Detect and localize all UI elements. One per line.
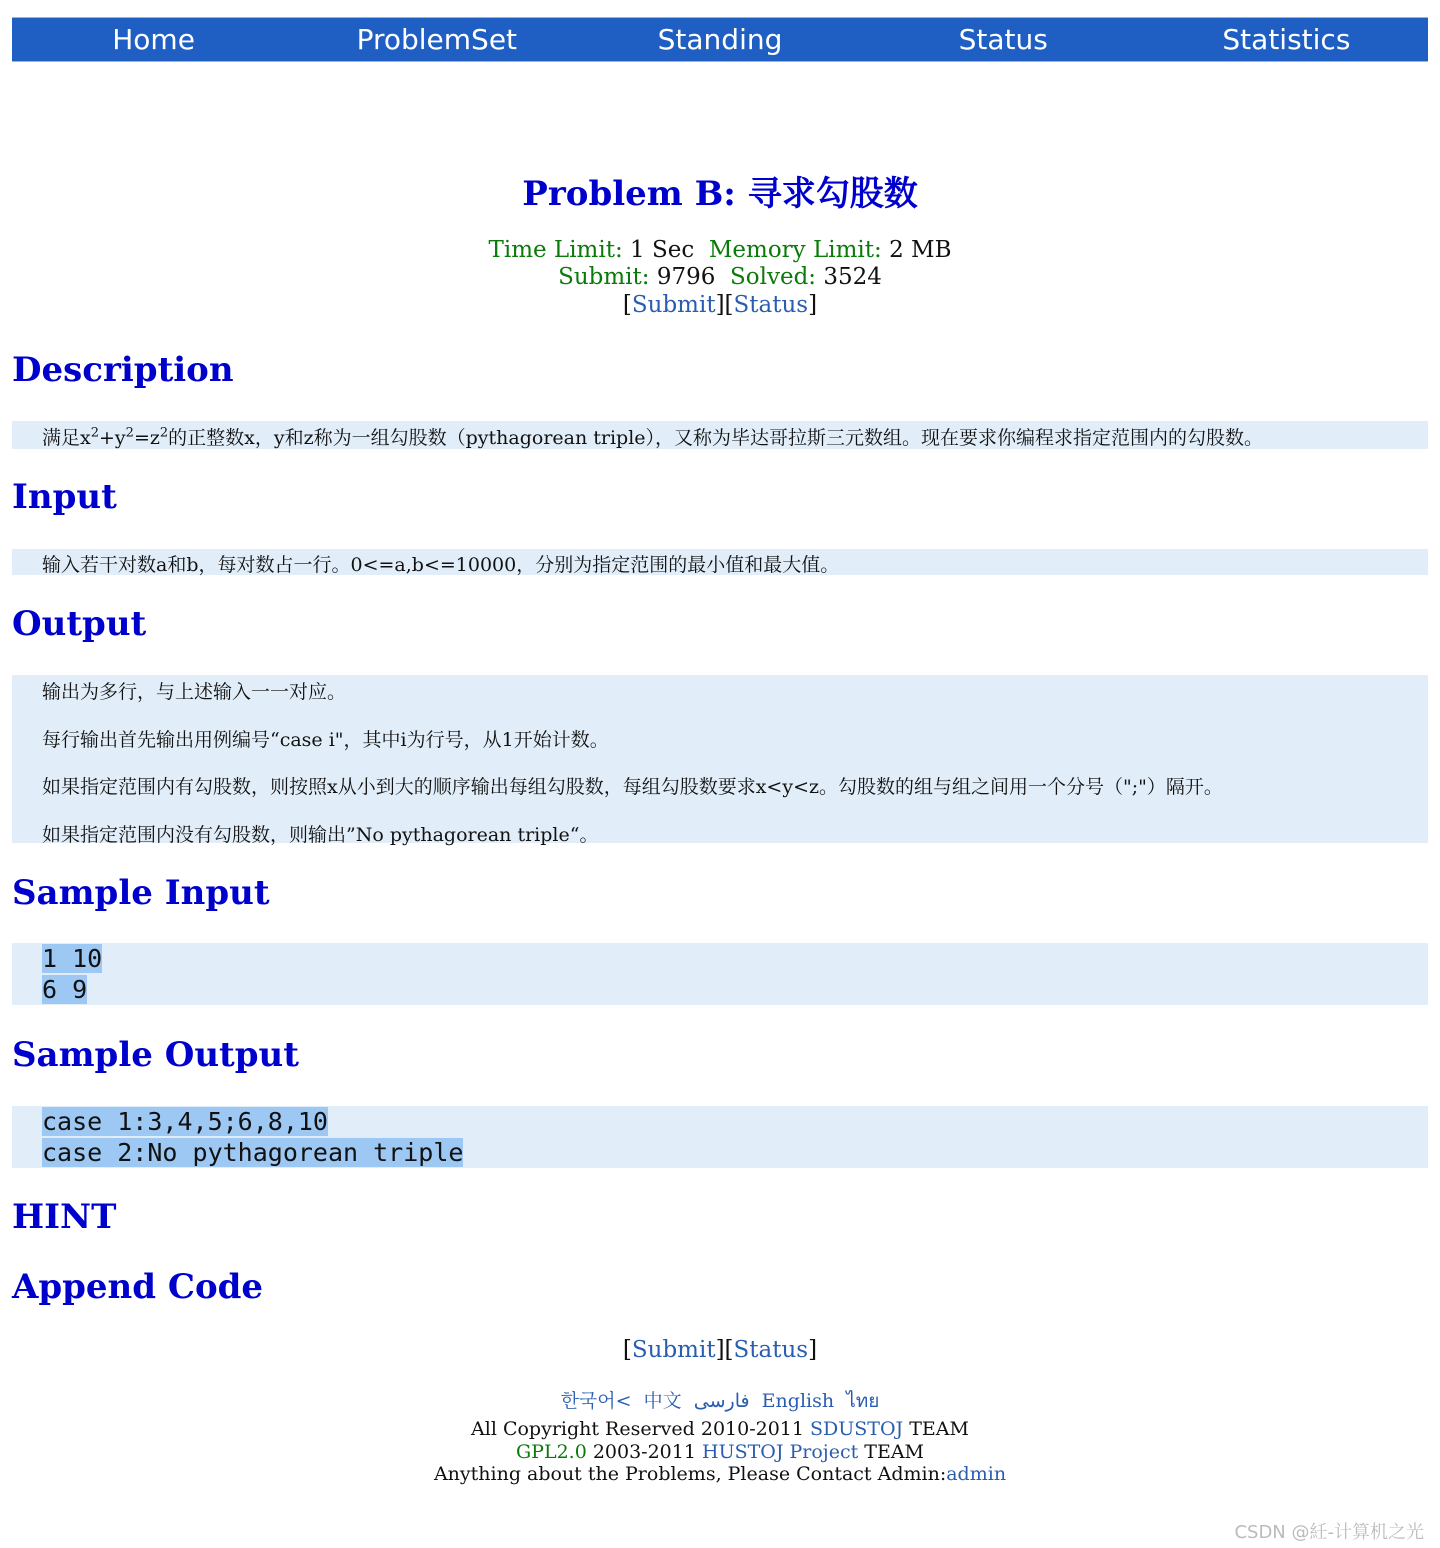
lang-farsi[interactable]: فارسی xyxy=(693,1390,750,1412)
time-limit: 1 Sec xyxy=(630,237,695,263)
sdustoj-link[interactable]: SDUSTOJ xyxy=(810,1418,904,1440)
submit-label: Submit: xyxy=(558,264,650,290)
nav-standing[interactable]: Standing xyxy=(657,23,783,56)
limits-line xyxy=(0,237,1440,263)
input-text: 输入若干对数a和b，每对数占一行。0<=a,b<=10000，分别为指定范围的最小值和最大值。 xyxy=(42,554,840,576)
append-code-heading: Append Code xyxy=(12,1267,264,1307)
solved-count: 3524 xyxy=(823,264,882,290)
time-limit-label: Time Limit: xyxy=(488,237,623,263)
submit-link[interactable]: Submit xyxy=(631,292,716,318)
contact-line: Anything about the Problems, Please Contact Admin:admin xyxy=(433,1463,1007,1485)
output-line: 如果指定范围内没有勾股数，则输出”No pythagorean triple“。 xyxy=(42,824,599,846)
description-box xyxy=(12,421,1428,449)
nav-home[interactable]: Home xyxy=(112,23,195,56)
nav-statistics[interactable]: Statistics xyxy=(1222,23,1351,56)
nav-problemset[interactable]: ProblemSet xyxy=(356,23,518,56)
output-box xyxy=(12,675,1428,846)
nav-status[interactable]: Status xyxy=(958,23,1048,56)
gpl-line: GPL2.0 2003-2011 HUSTOJ Project TEAM xyxy=(515,1441,924,1463)
csdn-watermark: CSDN @紝-计算机之光 xyxy=(1234,1522,1424,1543)
stats-line xyxy=(0,264,1440,290)
hint-heading: HINT xyxy=(12,1197,117,1237)
output-line: 每行输出首先输出用例编号“case i"，其中i为行号，从1开始计数。 xyxy=(42,729,609,751)
solved-label: Solved: xyxy=(730,264,817,290)
description-text: 满足$x^2+y^2=z^2$的正整数x，y和z称为一组勾股数（pythagorean triple），又称为毕达哥拉斯三元数组。现在要求你编程求指定范围内的勾股数。 xyxy=(42,425,1264,449)
page-title: Problem B: 寻求勾股数 xyxy=(522,174,918,214)
lang-korean[interactable]: 한국어< xyxy=(560,1390,632,1412)
lang-thai[interactable]: ไทย xyxy=(846,1390,880,1412)
lang-english[interactable]: English xyxy=(761,1390,835,1412)
top-nav xyxy=(12,17,1428,62)
status-link[interactable]: Status xyxy=(733,292,809,318)
sample-output-code: case 1:3,4,5;6,8,10 case 2:No pythagorean triple xyxy=(42,1107,464,1167)
status-link-bottom[interactable]: Status xyxy=(733,1337,809,1363)
sample-input-code: 1 10 6 9 xyxy=(42,944,103,1004)
sample-input-box xyxy=(12,943,1428,1005)
hustoj-link[interactable]: HUSTOJ Project xyxy=(702,1441,859,1463)
description-heading: Description xyxy=(12,350,234,390)
memory-limit-label: Memory Limit: xyxy=(708,237,882,263)
input-heading: Input xyxy=(12,477,117,517)
input-box xyxy=(12,549,1428,575)
sample-output-box xyxy=(12,1106,1428,1168)
submit-link-bottom[interactable]: Submit xyxy=(631,1337,716,1363)
top-links: [Submit][Status] xyxy=(622,292,818,318)
sample-output-heading: Sample Output xyxy=(12,1035,299,1075)
copyright-line: All Copyright Reserved 2010-2011 SDUSTOJ TEAM xyxy=(471,1418,969,1440)
submit-count: 9796 xyxy=(656,264,716,290)
memory-limit: 2 MB xyxy=(889,237,952,263)
output-heading: Output xyxy=(12,604,147,644)
admin-link[interactable]: admin xyxy=(946,1463,1007,1485)
lang-chinese[interactable]: 中文 xyxy=(643,1390,682,1412)
bottom-links: [Submit][Status] xyxy=(622,1337,818,1363)
language-links xyxy=(0,1386,1440,1416)
output-line: 输出为多行，与上述输入一一对应。 xyxy=(42,681,347,703)
sample-input-heading: Sample Input xyxy=(12,873,270,913)
gpl-link[interactable]: GPL2.0 xyxy=(515,1441,587,1463)
output-line: 如果指定范围内有勾股数，则按照x从小到大的顺序输出每组勾股数，每组勾股数要求x<y<z。勾股数的组与组之间用一个分号（";"）隔开。 xyxy=(42,776,1223,798)
